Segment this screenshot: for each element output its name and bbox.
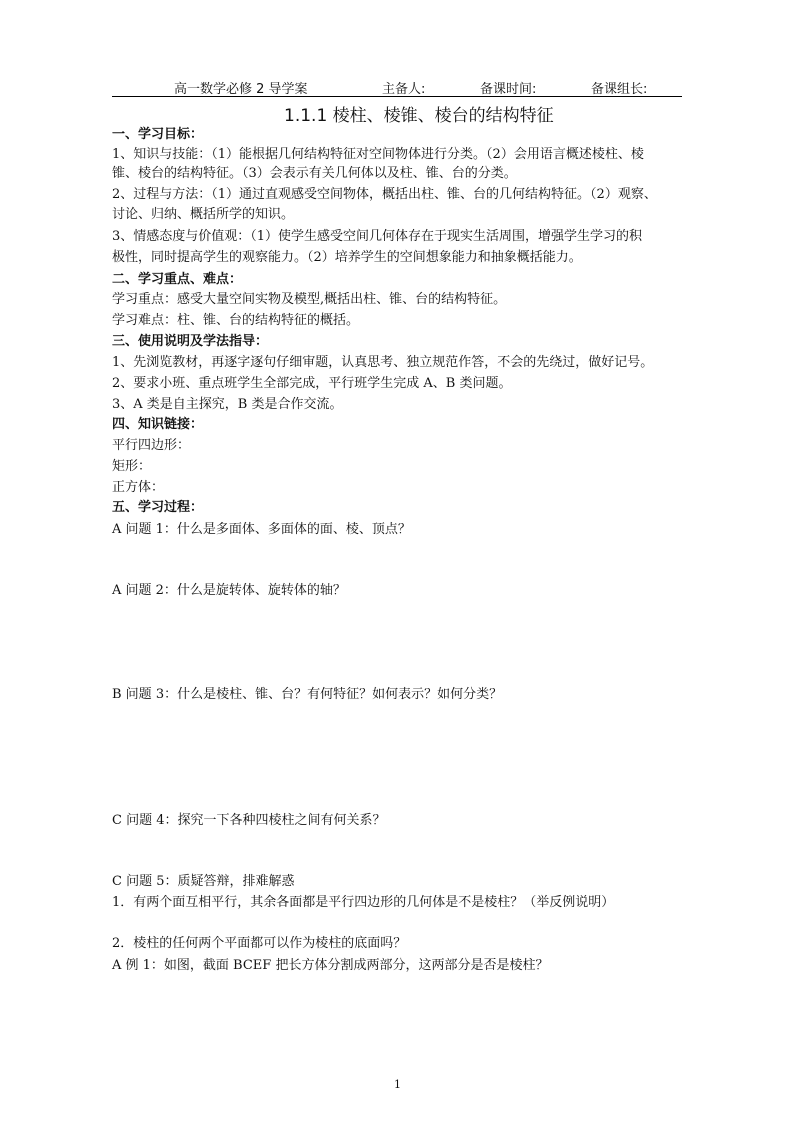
guide-1: 1、先浏览教材，再逐字逐句仔细审题，认真思考、独立规范作答，不会的先绕过，做好记号。 [112, 355, 654, 370]
example-1: A 例 1：如图，截面 BCEF 把长方体分割成两部分，这两部分是否是棱柱？ [112, 958, 549, 973]
section-heading-links: 四、知识链接： [112, 417, 204, 432]
goal-2a: 2、过程与方法：（1）通过直观感受空间物体，概括出柱、锥、台的几何结构特征。（2）观察、 [112, 187, 657, 202]
link-rectangle: 矩形： [112, 459, 152, 474]
header-group-leader: 备课组长: [591, 82, 648, 97]
section-heading-process: 五、学习过程： [112, 500, 204, 515]
header-course: 高一数学必修 2 导学案 [174, 82, 308, 97]
difficulty: 学习难点：柱、锥、台的结构特征的概括。 [112, 313, 360, 328]
header-prep-time: 备课时间: [480, 82, 537, 97]
key-point: 学习重点：感受大量空间实物及模型,概括出柱、锥、台的结构特征。 [112, 292, 507, 307]
question-4: C 问题 4：探究一下各种四棱柱之间有何关系？ [112, 813, 386, 828]
question-5-item-1: 1．有两个面互相平行，其余各面都是平行四边形的几何体是不是棱柱？（举反例说明） [112, 895, 615, 910]
question-3: B 问题 3：什么是棱柱、锥、台？有何特征？如何表示？如何分类？ [112, 687, 503, 702]
page-title: 1.1.1 棱柱、棱锥、棱台的结构特征 [284, 106, 554, 126]
goal-1b: 锥、棱台的结构特征。（3）会表示有关几何体以及柱、锥、台的分类。 [112, 166, 517, 181]
page-number: 1 [394, 1078, 401, 1091]
section-heading-key: 二、学习重点、难点： [112, 272, 243, 287]
question-1: A 问题 1：什么是多面体、多面体的面、棱、顶点？ [112, 522, 411, 537]
guide-3: 3、A 类是自主探究，B 类是合作交流。 [112, 397, 343, 412]
question-2: A 问题 2：什么是旋转体、旋转体的轴？ [112, 583, 346, 598]
goal-2b: 讨论、归纳、概括所学的知识。 [112, 207, 295, 222]
question-5: C 问题 5：质疑答辩，排难解惑 [112, 874, 295, 889]
goal-3b: 极性，同时提高学生的观察能力。（2）培养学生的空间想象能力和抽象概括能力。 [112, 250, 582, 265]
link-cube: 正方体： [112, 480, 165, 495]
section-heading-guide: 三、使用说明及学法指导： [112, 334, 269, 349]
page-header [112, 76, 682, 96]
goal-1a: 1、知识与技能：（1）能根据几何结构特征对空间物体进行分类。（2）会用语言概述棱柱、棱 [112, 147, 644, 162]
question-5-item-2: 2．棱柱的任何两个平面都可以作为棱柱的底面吗？ [112, 936, 407, 951]
goal-3a: 3、情感态度与价值观：（1）使学生感受空间几何体存在于现实生活周围，增强学生学习的积 [112, 229, 643, 244]
header-divider [112, 96, 682, 97]
link-parallelogram: 平行四边形： [112, 438, 191, 453]
guide-2: 2、要求小班、重点班学生全部完成，平行班学生完成 A、B 类问题。 [112, 376, 512, 391]
header-preparer: 主备人: [382, 82, 426, 97]
section-heading-goals: 一、学习目标： [112, 127, 204, 142]
